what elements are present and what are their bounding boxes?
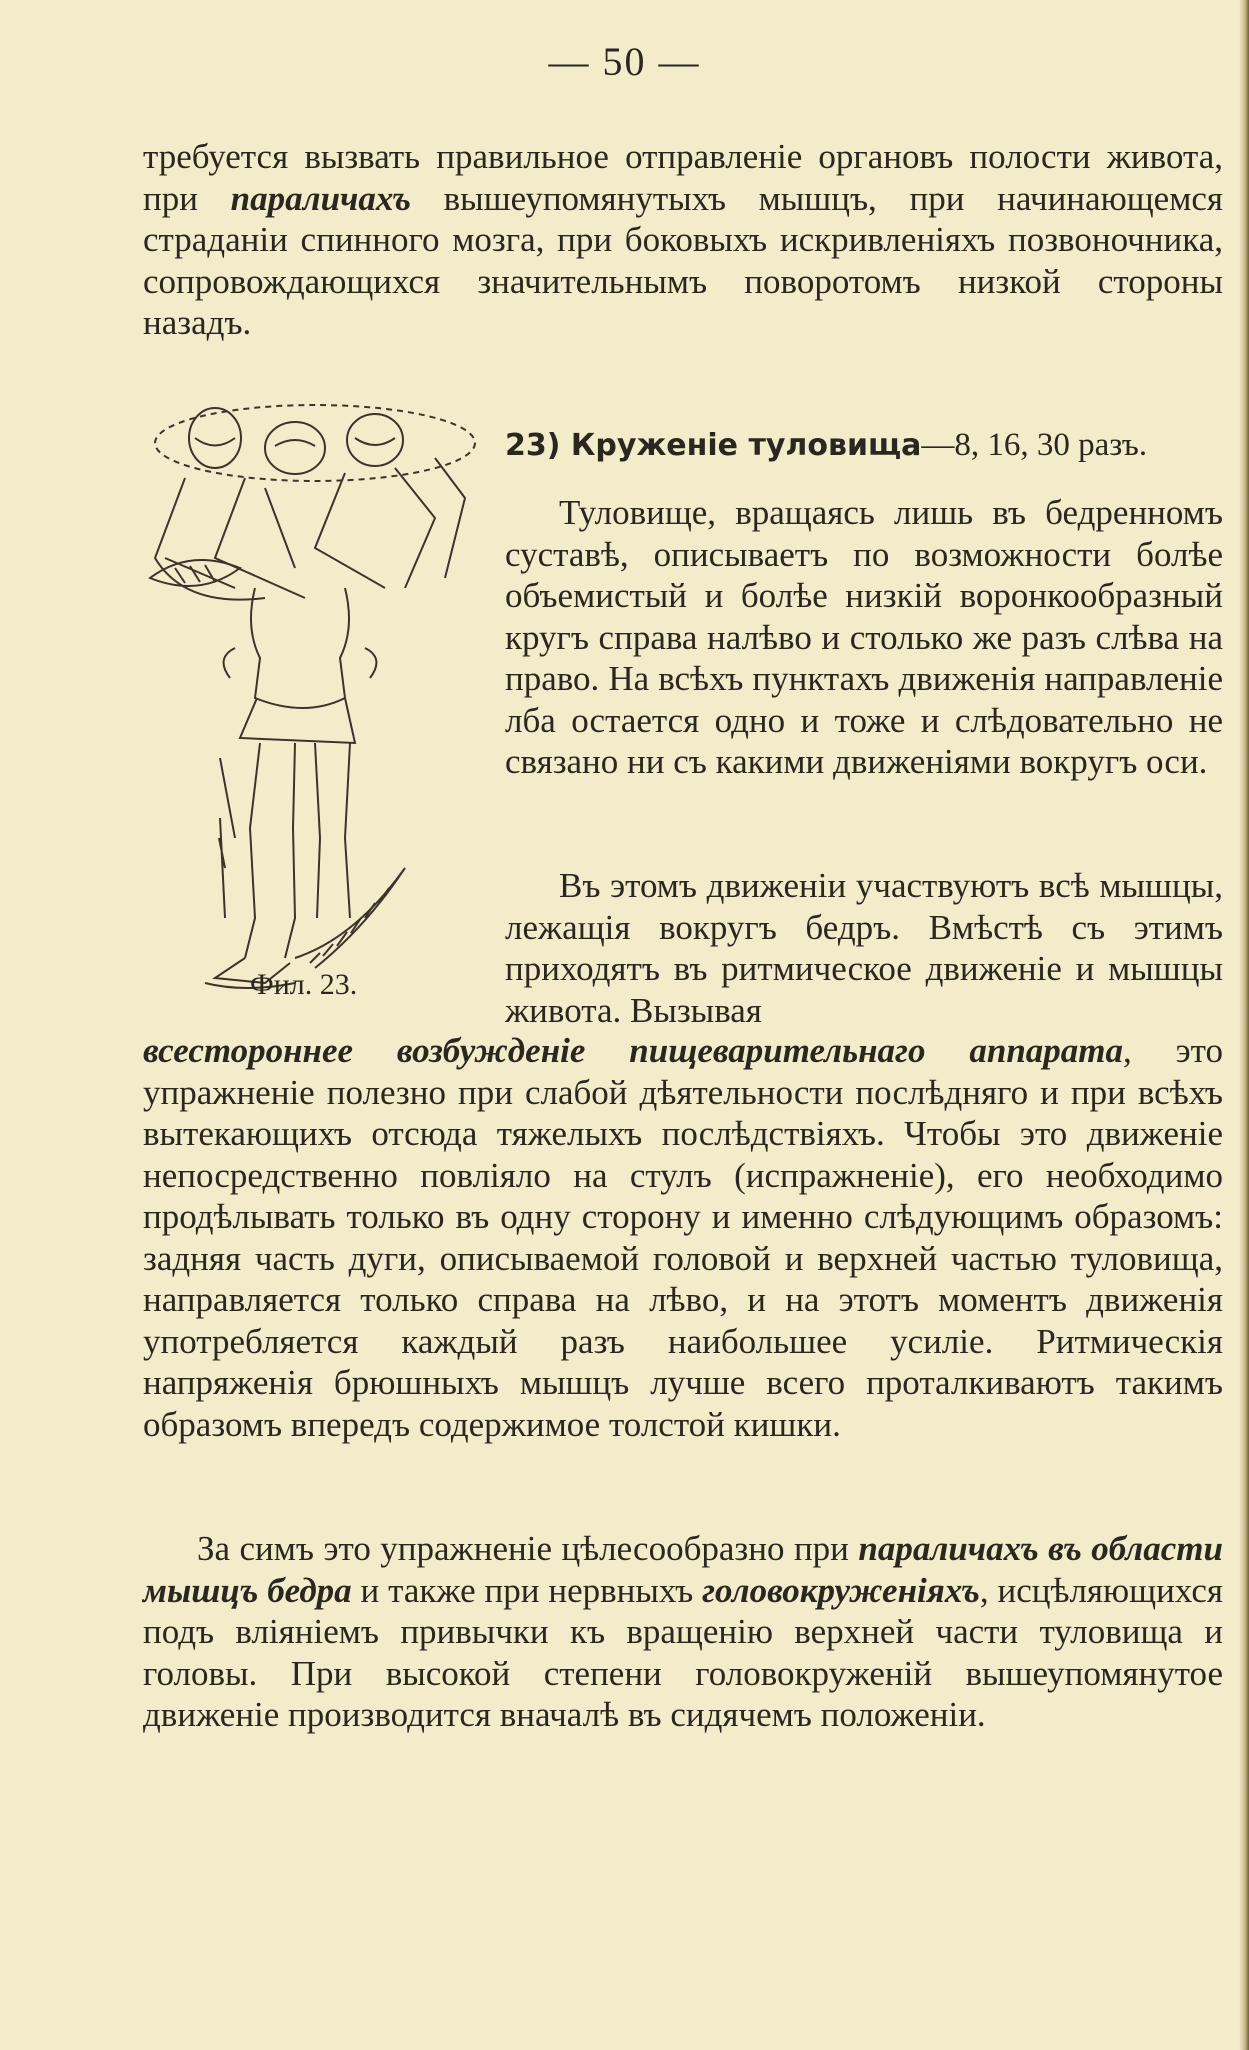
- top-paragraph-italic: параличахъ: [230, 178, 411, 218]
- exercise-title: 23) Круженіе туловища: [505, 428, 922, 463]
- figure-23-illustration: [145, 398, 485, 1008]
- top-paragraph-text-2: вышеупомянутыхъ мышцъ, при начинающемся страданіи спинного мозга, при боковыхъ искривленіяхъ позвоночника, сопровождающихся значительнымъ поворотомъ низкой стороны назадъ.: [143, 178, 1223, 342]
- continued-paragraph: [143, 1030, 1223, 1445]
- page-edge: [1239, 0, 1249, 2050]
- figure-caption: Фил. 23.: [250, 968, 358, 1001]
- side-paragraph-1: Туловище, вращаясь лишь въ бедренномъ суставѣ, описываетъ по возможности болѣе объемистый и болѣе низкій воронкообразный кругъ справа налѣво и столько же разъ слѣва на право. На всѣхъ пунктахъ движенія направленіе лба остается одно и тоже и слѣдовательно не связано ни съ какими движеніями вокругъ оси.: [505, 493, 1223, 781]
- figure-drawing: [145, 398, 485, 1008]
- last-text-2: и также при нервныхъ: [351, 1570, 703, 1610]
- side-paragraph-2: Въ этомъ движеніи участвуютъ всѣ мышцы, лежащія вокругъ бедръ. Вмѣстѣ съ этимъ приходятъ въ ритмическое движеніе и мышцы живота. Вызывая: [505, 866, 1223, 1030]
- continued-italic: всестороннее возбужденіе пищеварительнаго аппарата: [143, 1031, 1124, 1070]
- top-paragraph: [143, 136, 1223, 344]
- last-italic-1: параличахъ въ области мышцъ бедра: [143, 1529, 1223, 1610]
- top-paragraph-text-1: требуется вызвать правильное отправленіе органовъ полости живота, при: [143, 137, 1223, 218]
- last-paragraph: [143, 1528, 1223, 1736]
- last-text-1: За симъ это упражненіе цѣлесообразно при: [197, 1529, 859, 1568]
- continued-text: , это упражненіе полезно при слабой дѣятельности послѣдняго и при всѣхъ вытекающихъ отсюда тяжелыхъ послѣдствіяхъ. Чтобы это движеніе непосредственно повліяло на стулъ (испражненіе), его необходимо продѣлывать только въ одну сторону и именно слѣдующимъ образомъ: задняя часть дуги, описываемой головой и верхней частью туловища, направляется только справа на лѣво, и на этотъ моментъ движенія употребляется каждый разъ наибольшее усиліе. Ритмическія напряженія брюшныхъ мышцъ лучше всего проталкиваютъ такимъ образомъ впередъ содержимое толстой кишки.: [143, 1031, 1224, 1444]
- last-text-3: , исцѣляющихся подъ вліяніемъ привычки къ вращенію верхней части туловища и головы. При высокой степени головокруженій вышеупомянутое движеніе производится вначалѣ въ сидячемъ положеніи.: [143, 1570, 1223, 1734]
- last-italic-2: головокруженіяхъ: [702, 1570, 980, 1610]
- exercise-counts: —8, 16, 30 разъ.: [921, 427, 1148, 463]
- page-number: — 50 —: [548, 39, 701, 84]
- exercise-heading: [505, 425, 1223, 467]
